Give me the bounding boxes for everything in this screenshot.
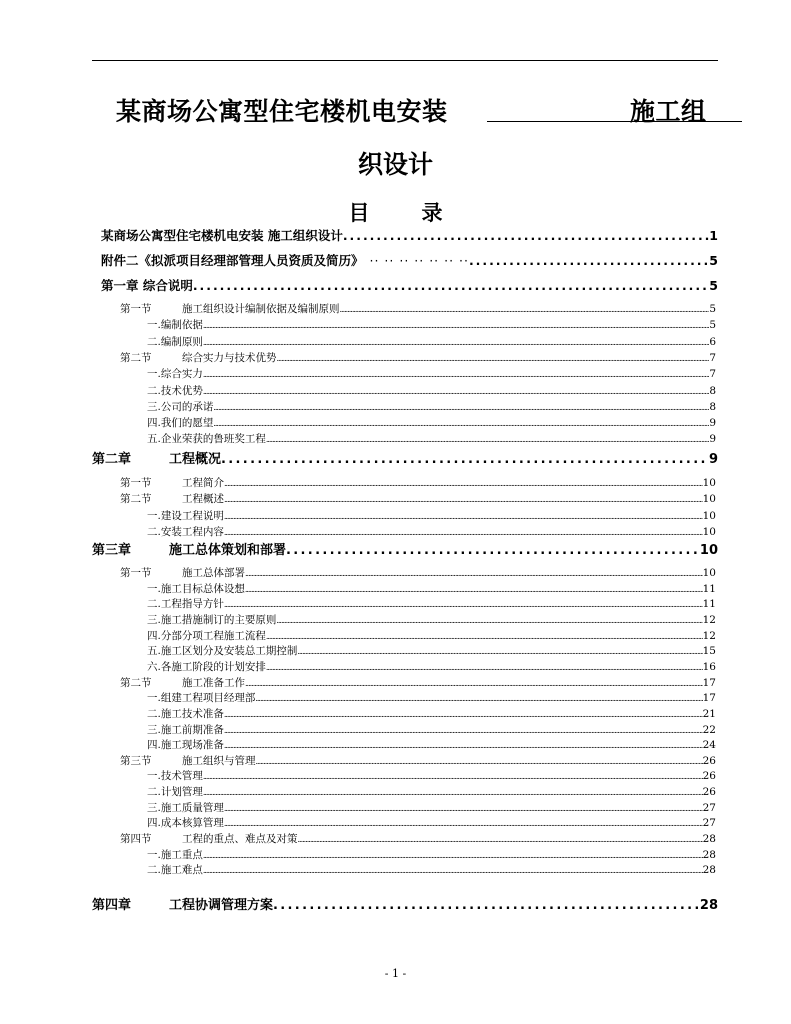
title-part-2: 施工组 <box>630 97 707 126</box>
toc-leader-dots <box>245 676 703 691</box>
toc-chapter-entry[interactable] <box>92 897 718 915</box>
toc-leader-dots <box>343 227 709 245</box>
toc-item-entry[interactable] <box>147 582 716 597</box>
toc-sub-page: 17 <box>702 676 716 689</box>
toc-item-entry[interactable] <box>147 416 716 431</box>
toc-item-title: 分部分项工程施工流程 <box>160 629 266 642</box>
toc-item-entry[interactable] <box>147 509 716 524</box>
toc-sub-label <box>147 629 266 644</box>
toc-sub-page: 28 <box>702 864 716 877</box>
toc-sub-page: 10 <box>702 525 716 538</box>
toc-chapter-label <box>92 897 273 915</box>
toc-section-number: 第二节 <box>120 351 152 364</box>
toc-sub-page: 9 <box>709 417 716 430</box>
toc-leader-dots <box>224 738 703 753</box>
toc-entry-label: 第一章 综合说明 <box>101 278 193 293</box>
toc-item-title: 施工重点 <box>160 848 203 861</box>
toc-sub-page: 11 <box>702 598 716 611</box>
toc-item-title: 企业荣获的鲁班奖工程 <box>160 433 266 446</box>
toc-section-title: 工程的重点、难点及对策 <box>182 833 298 846</box>
toc-item-entry[interactable] <box>147 629 716 644</box>
toc-leader-dots <box>224 476 703 491</box>
toc-chapter-title: 施工总体策划和部署 <box>169 543 287 558</box>
toc-item-title: 各施工阶段的计划安排 <box>160 660 266 673</box>
toc-item-title: 施工前期准备 <box>160 723 224 736</box>
toc-sub-page: 12 <box>702 613 716 626</box>
toc-leader-dots <box>224 816 703 831</box>
toc-sub-label <box>147 525 224 540</box>
toc-chapter-page: 9 <box>708 452 718 467</box>
toc-sub-page: 6 <box>709 335 716 348</box>
toc-leader-dots <box>255 691 702 706</box>
toc-item-entry[interactable] <box>147 769 716 784</box>
toc-entry-main[interactable] <box>101 252 718 270</box>
toc-sub-page: 26 <box>702 786 716 799</box>
toc-leader-dots <box>469 252 709 270</box>
toc-item-number: 一. <box>147 692 161 705</box>
toc-leader-dots <box>221 451 709 469</box>
toc-item-title: 施工区划分及安装总工期控制 <box>160 645 298 658</box>
toc-item-number: 二. <box>147 786 161 799</box>
toc-item-number: 一. <box>147 582 161 595</box>
toc-sub-page: 9 <box>709 433 716 446</box>
toc-item-number: 二. <box>147 598 161 611</box>
toc-sub-label <box>147 738 224 753</box>
toc-section-number: 第四节 <box>120 833 152 846</box>
toc-item-entry[interactable] <box>147 384 716 399</box>
toc-item-number: 二. <box>147 525 161 538</box>
title-part-1: 某商场公寓型住宅楼机电安装 <box>116 97 448 126</box>
toc-sub-page: 12 <box>702 629 716 642</box>
toc-section-entry[interactable] <box>120 476 716 491</box>
toc-leader-dots <box>213 416 709 431</box>
toc-item-entry[interactable] <box>147 707 716 722</box>
toc-item-number: 二. <box>147 707 161 720</box>
toc-sub-label <box>147 582 245 597</box>
toc-sub-label <box>147 318 203 333</box>
toc-sub-page: 28 <box>702 833 716 846</box>
toc-sub-page: 28 <box>702 848 716 861</box>
toc-entry-label: 附件二《拟派项目经理部管理人员资质及简历》 <box>101 253 364 268</box>
toc-sub-label <box>147 691 255 706</box>
toc-leader-dots <box>203 848 703 863</box>
toc-sub-page: 10 <box>702 493 716 506</box>
toc-sub-label <box>147 335 203 350</box>
toc-sub-page: 5 <box>709 303 716 315</box>
toc-leader-dots <box>203 769 703 784</box>
toc-item-title: 建设工程说明 <box>160 509 224 522</box>
toc-leader-dots <box>266 629 703 644</box>
toc-item-number: 四. <box>147 739 161 752</box>
toc-section-entry[interactable] <box>120 832 716 847</box>
toc-heading: 目录 <box>348 201 495 225</box>
toc-sub-label <box>120 566 245 581</box>
toc-chapter-number: 第三章 <box>92 543 132 558</box>
toc-entry-main[interactable] <box>101 277 718 295</box>
toc-item-title: 编制原则 <box>160 335 203 348</box>
toc-item-entry[interactable] <box>147 525 716 540</box>
toc-leader-dots <box>340 302 710 317</box>
toc-section-entry[interactable] <box>120 351 716 366</box>
toc-sub-page: 21 <box>702 707 716 720</box>
toc-sub-page: 10 <box>702 509 716 522</box>
toc-leader-dots <box>224 492 703 507</box>
toc-sub-page: 7 <box>709 351 716 364</box>
toc-sub-label <box>147 384 203 399</box>
toc-item-number: 一. <box>147 319 161 332</box>
toc-sub-page: 10 <box>702 477 716 489</box>
toc-sub-page: 16 <box>702 660 716 673</box>
toc-entry-label: 某商场公寓型住宅楼机电安装 施工组织设计 <box>101 228 343 243</box>
toc-item-title: 我们的愿望 <box>160 417 214 430</box>
toc-leader-dots <box>266 432 709 447</box>
toc-chapter-title: 工程概况 <box>169 452 222 467</box>
toc-item-number: 二. <box>147 384 161 397</box>
toc-leader-dots <box>224 597 703 612</box>
toc-leader-dots <box>203 384 709 399</box>
toc-section-title: 施工准备工作 <box>182 676 245 689</box>
toc-chapter-page: 28 <box>699 898 718 913</box>
toc-leader-dots <box>277 351 710 366</box>
toc-section-entry[interactable] <box>120 492 716 507</box>
toc-item-number: 三. <box>147 613 161 626</box>
page-number: - 1 - <box>384 967 407 980</box>
toc-sub-page: 26 <box>702 770 716 783</box>
toc-section-title: 工程简介 <box>182 477 224 489</box>
toc-item-number: 四. <box>147 629 161 642</box>
toc-item-number: 六. <box>147 660 161 673</box>
toc-item-entry[interactable] <box>147 597 716 612</box>
toc-item-title: 成本核算管理 <box>160 817 224 830</box>
toc-item-number: 一. <box>147 848 161 861</box>
toc-entry-page: 5 <box>709 278 718 293</box>
toc-section-title: 工程概述 <box>182 493 224 506</box>
toc-chapter-title: 工程协调管理方案 <box>169 898 274 913</box>
toc-section-number: 第一节 <box>120 477 152 489</box>
toc-leader-dots <box>193 277 709 295</box>
toc-leader-dots <box>203 367 709 382</box>
toc-sub-page: 10 <box>702 567 716 579</box>
toc-item-title: 施工质量管理 <box>160 801 224 814</box>
toc-sub-label <box>147 785 203 800</box>
toc-leader-dots <box>203 318 709 333</box>
header-rule <box>92 60 718 61</box>
toc-sub-label <box>120 302 340 317</box>
toc-chapter-entry[interactable] <box>92 451 718 469</box>
toc-leader-dots <box>213 400 709 415</box>
toc-section-title: 综合实力与技术优势 <box>182 351 277 364</box>
toc-sub-label <box>147 644 297 659</box>
toc-sub-page: 11 <box>702 582 716 595</box>
toc-sub-label <box>147 769 203 784</box>
toc-sub-label <box>147 597 224 612</box>
toc-item-entry[interactable] <box>147 785 716 800</box>
toc-sub-page: 15 <box>702 645 716 658</box>
toc-chapter-number: 第二章 <box>92 452 132 467</box>
toc-item-number: 四. <box>147 417 161 430</box>
toc-sub-label <box>120 832 298 847</box>
toc-section-number: 第三节 <box>120 754 152 767</box>
toc-sub-label <box>147 848 203 863</box>
toc-item-number: 二. <box>147 864 161 877</box>
toc-item-entry[interactable] <box>147 816 716 831</box>
toc-leader-dots <box>266 660 703 675</box>
toc-entry-ellipsis: ·· ·· ·· ·· ·· ·· ·· <box>369 253 469 268</box>
toc-item-entry[interactable] <box>147 691 716 706</box>
toc-item-title: 综合实力 <box>160 368 203 381</box>
toc-item-title: 施工技术准备 <box>160 707 224 720</box>
toc-sub-label <box>147 432 266 447</box>
toc-item-entry[interactable] <box>147 660 716 675</box>
toc-section-title: 施工组织与管理 <box>182 754 256 767</box>
toc-item-title: 技术优势 <box>160 384 203 397</box>
toc-sub-page: 8 <box>709 384 716 397</box>
toc-leader-dots <box>203 863 703 878</box>
toc-sub-label <box>147 660 266 675</box>
toc-section-title: 施工总体部署 <box>182 567 245 579</box>
toc-sub-label <box>120 476 224 491</box>
toc-item-entry[interactable] <box>147 723 716 738</box>
toc-sub-label <box>120 754 256 769</box>
toc-sub-label <box>120 492 224 507</box>
toc-item-number: 五. <box>147 433 161 446</box>
toc-item-title: 施工现场准备 <box>160 739 224 752</box>
toc-sub-page: 17 <box>702 692 716 705</box>
toc-item-title: 编制依据 <box>160 319 203 332</box>
toc-chapter-entry[interactable] <box>92 542 718 560</box>
toc-leader-dots <box>203 335 709 350</box>
toc-entry-page: 1 <box>709 228 718 243</box>
toc-sub-page: 26 <box>702 754 716 767</box>
toc-sub-page: 27 <box>702 801 716 814</box>
toc-sub-page: 7 <box>709 368 716 381</box>
toc-section-number: 第一节 <box>120 567 152 579</box>
toc-item-number: 三. <box>147 400 161 413</box>
toc-sub-page: 22 <box>702 723 716 736</box>
toc-leader-dots <box>224 723 703 738</box>
toc-item-title: 工程指导方针 <box>160 598 224 611</box>
toc-leader-dots <box>297 644 702 659</box>
toc-leader-dots <box>276 613 702 628</box>
toc-section-number: 第二节 <box>120 676 152 689</box>
toc-item-title: 公司的承诺 <box>160 400 214 413</box>
toc-item-title: 技术管理 <box>160 770 203 783</box>
toc-sub-label <box>147 613 276 628</box>
toc-item-entry[interactable] <box>147 863 716 878</box>
toc-item-title: 施工措施制订的主要原则 <box>160 613 277 626</box>
toc-item-number: 四. <box>147 817 161 830</box>
toc-section-title: 施工组织设计编制依据及编制原则 <box>182 303 340 315</box>
toc-section-number: 第二节 <box>120 493 152 506</box>
toc-sub-label <box>147 367 203 382</box>
toc-item-title: 计划管理 <box>160 786 203 799</box>
toc-leader-dots <box>245 582 703 597</box>
toc-leader-dots <box>245 566 703 581</box>
toc-item-entry[interactable] <box>147 432 716 447</box>
toc-sub-label <box>147 801 224 816</box>
toc-item-number: 三. <box>147 801 161 814</box>
toc-chapter-number: 第四章 <box>92 898 132 913</box>
toc-sub-label <box>147 416 213 431</box>
toc-section-entry[interactable] <box>120 676 716 691</box>
toc-item-title: 施工难点 <box>160 864 203 877</box>
toc-section-entry[interactable] <box>120 302 716 317</box>
toc-sub-page: 27 <box>702 817 716 830</box>
toc-item-entry[interactable] <box>147 848 716 863</box>
toc-chapter-label <box>92 542 286 560</box>
toc-section-number: 第一节 <box>120 303 152 315</box>
toc-item-entry[interactable] <box>147 318 716 333</box>
toc-section-entry[interactable] <box>120 754 716 769</box>
toc-item-number: 三. <box>147 723 161 736</box>
toc-sub-page: 5 <box>709 319 716 332</box>
toc-sub-label <box>120 351 277 366</box>
toc-leader-dots <box>298 832 703 847</box>
toc-item-entry[interactable] <box>147 335 716 350</box>
toc-item-number: 一. <box>147 509 161 522</box>
document-title-continued <box>0 145 791 181</box>
toc-item-title: 安装工程内容 <box>160 525 224 538</box>
toc-item-number: 一. <box>147 770 161 783</box>
toc-sub-label <box>120 676 245 691</box>
toc-sub-page: 24 <box>702 739 716 752</box>
toc-chapter-page: 10 <box>699 543 718 558</box>
toc-leader-dots <box>224 801 703 816</box>
toc-sub-label <box>147 400 213 415</box>
toc-item-title: 组建工程项目经理部 <box>160 692 256 705</box>
toc-section-entry[interactable] <box>120 566 716 581</box>
toc-leader-dots <box>256 754 703 769</box>
toc-entry-page: 5 <box>709 253 718 268</box>
toc-item-number: 五. <box>147 645 161 658</box>
toc-item-number: 一. <box>147 368 161 381</box>
toc-leader-dots <box>224 509 703 524</box>
toc-item-entry[interactable] <box>147 400 716 415</box>
toc-item-entry[interactable] <box>147 644 716 659</box>
toc-item-number: 二. <box>147 335 161 348</box>
document-title <box>116 92 716 128</box>
toc-sub-label <box>147 707 224 722</box>
toc-leader-dots <box>203 785 703 800</box>
toc-item-title: 施工目标总体设想 <box>160 582 245 595</box>
toc-sub-label <box>147 509 224 524</box>
toc-item-entry[interactable] <box>147 738 716 753</box>
toc-leader-dots <box>273 897 700 915</box>
toc-sub-label <box>147 723 224 738</box>
toc-item-entry[interactable] <box>147 367 716 382</box>
toc-sub-label <box>147 863 203 878</box>
toc-sub-page: 8 <box>709 400 716 413</box>
toc-entry-main[interactable] <box>101 227 718 245</box>
title-part-3: 织设计 <box>357 150 433 179</box>
toc-item-entry[interactable] <box>147 801 716 816</box>
toc-chapter-label <box>92 451 221 469</box>
toc-leader-dots <box>286 542 700 560</box>
toc-sub-label <box>147 816 224 831</box>
toc-leader-dots <box>224 525 703 540</box>
toc-item-entry[interactable] <box>147 613 716 628</box>
toc-leader-dots <box>224 707 703 722</box>
